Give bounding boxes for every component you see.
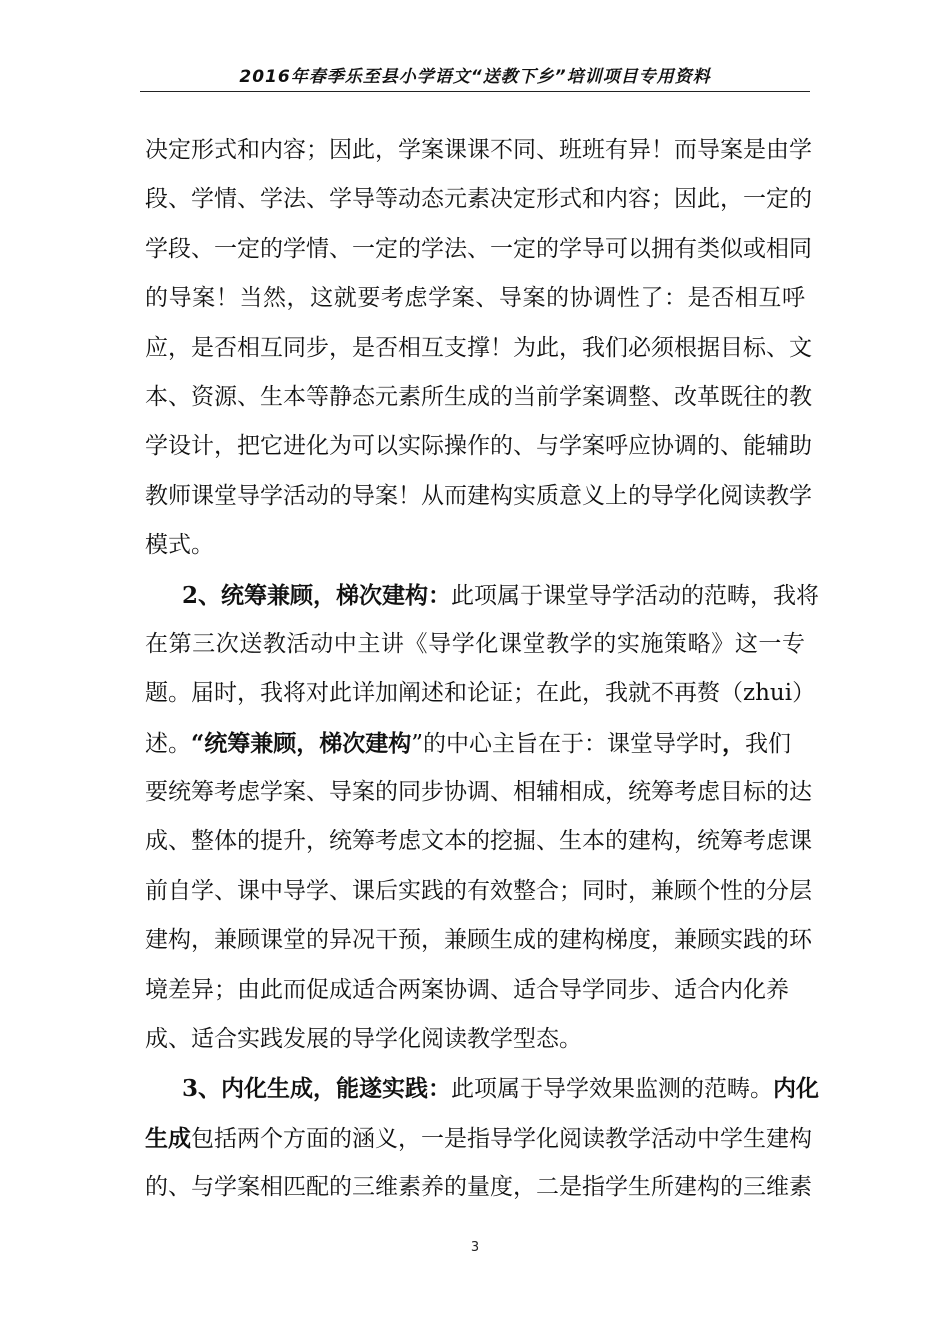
- text-line: [145, 1114, 812, 1163]
- section-heading: 3、内化生成，能遂实践：: [182, 1075, 452, 1103]
- paragraph-2: [145, 571, 820, 1065]
- bold-term: 内化: [773, 1075, 820, 1103]
- text-line: 教师课堂导学活动的导案！从而建构实质意义上的导学化阅读教学: [145, 482, 812, 509]
- header-divider: [140, 91, 810, 92]
- text-line: 题。届时，我将对此详加阐述和论证；在此，我就不再赘（zhui）: [145, 680, 816, 707]
- text-line: 决定形式和内容；因此，学案课课不同、班班有异！而导案是由学: [145, 137, 812, 163]
- text-span: 我们: [745, 730, 791, 757]
- bold-punctuation: ，: [722, 729, 745, 757]
- bold-quote: “统筹兼顾，梯次建构: [191, 729, 412, 757]
- text-line: 在第三次送教活动中主讲《导学化课堂教学的实施策略》这一专: [145, 630, 805, 657]
- section-heading: 2、统筹兼顾，梯次建构：: [182, 581, 452, 609]
- text-line: 的、与学案相匹配的三维素养的量度，二是指学生所建构的三维素: [145, 1174, 812, 1201]
- text-span: 此项属于课堂导学活动的范畴，我将: [451, 582, 820, 609]
- page-header: 2016年春季乐至县小学语文“送教下乡”培训项目专用资料: [239, 67, 711, 87]
- text-span: ”的中心主旨在于：课堂导学时: [411, 730, 722, 757]
- text-line: 建构，兼顾课堂的异况干预，兼顾生成的建构梯度，兼顾实践的环: [145, 927, 812, 954]
- text-line: 境差异；由此而促成适合两案协调、适合导学同步、适合内化养: [145, 976, 789, 1003]
- text-line: 应，是否相互同步，是否相互支撑！为此，我们必须根据目标、文: [145, 334, 812, 361]
- text-span: 此项属于导学效果监测的范畴。: [451, 1076, 774, 1103]
- text-line: 成、整体的提升，统筹考虑文本的挖掘、生本的建构，统筹考虑课: [145, 828, 812, 855]
- text-line: [145, 571, 820, 620]
- bold-term: 生成: [145, 1124, 191, 1152]
- text-line: 学设计，把它进化为可以实际操作的、与学案呼应协调的、能辅助: [145, 433, 812, 460]
- text-line: 本、资源、生本等静态元素所生成的当前学案调整、改革既往的教: [145, 383, 812, 410]
- text-span: 包括两个方面的涵义，一是指导学化阅读教学活动中学生建构: [191, 1125, 812, 1152]
- text-line: 前自学、课中导学、课后实践的有效整合；同时，兼顾个性的分层: [145, 877, 812, 904]
- text-line: 要统筹考虑学案、导案的同步协调、相辅相成，统筹考虑目标的达: [145, 779, 812, 806]
- paragraph-3: [145, 1064, 820, 1212]
- text-line: [145, 719, 805, 768]
- text-line: [145, 1064, 820, 1113]
- text-line: 模式。: [145, 532, 214, 559]
- text-line: 成、适合实践发展的导学化阅读教学型态。: [145, 1026, 582, 1053]
- paragraph-1: [145, 126, 812, 571]
- text-line: 的导案！当然，这就要考虑学案、导案的协调性了：是否相互呼: [145, 285, 805, 312]
- text-line: 段、学情、学法、学导等动态元素决定形式和内容；因此，一定的: [145, 186, 812, 213]
- text-line: 学段、一定的学情、一定的学法、一定的学导可以拥有类似或相同: [145, 235, 812, 262]
- document-body: [145, 126, 820, 1213]
- page-number: 3: [470, 1240, 480, 1255]
- text-span: 述。: [145, 730, 191, 757]
